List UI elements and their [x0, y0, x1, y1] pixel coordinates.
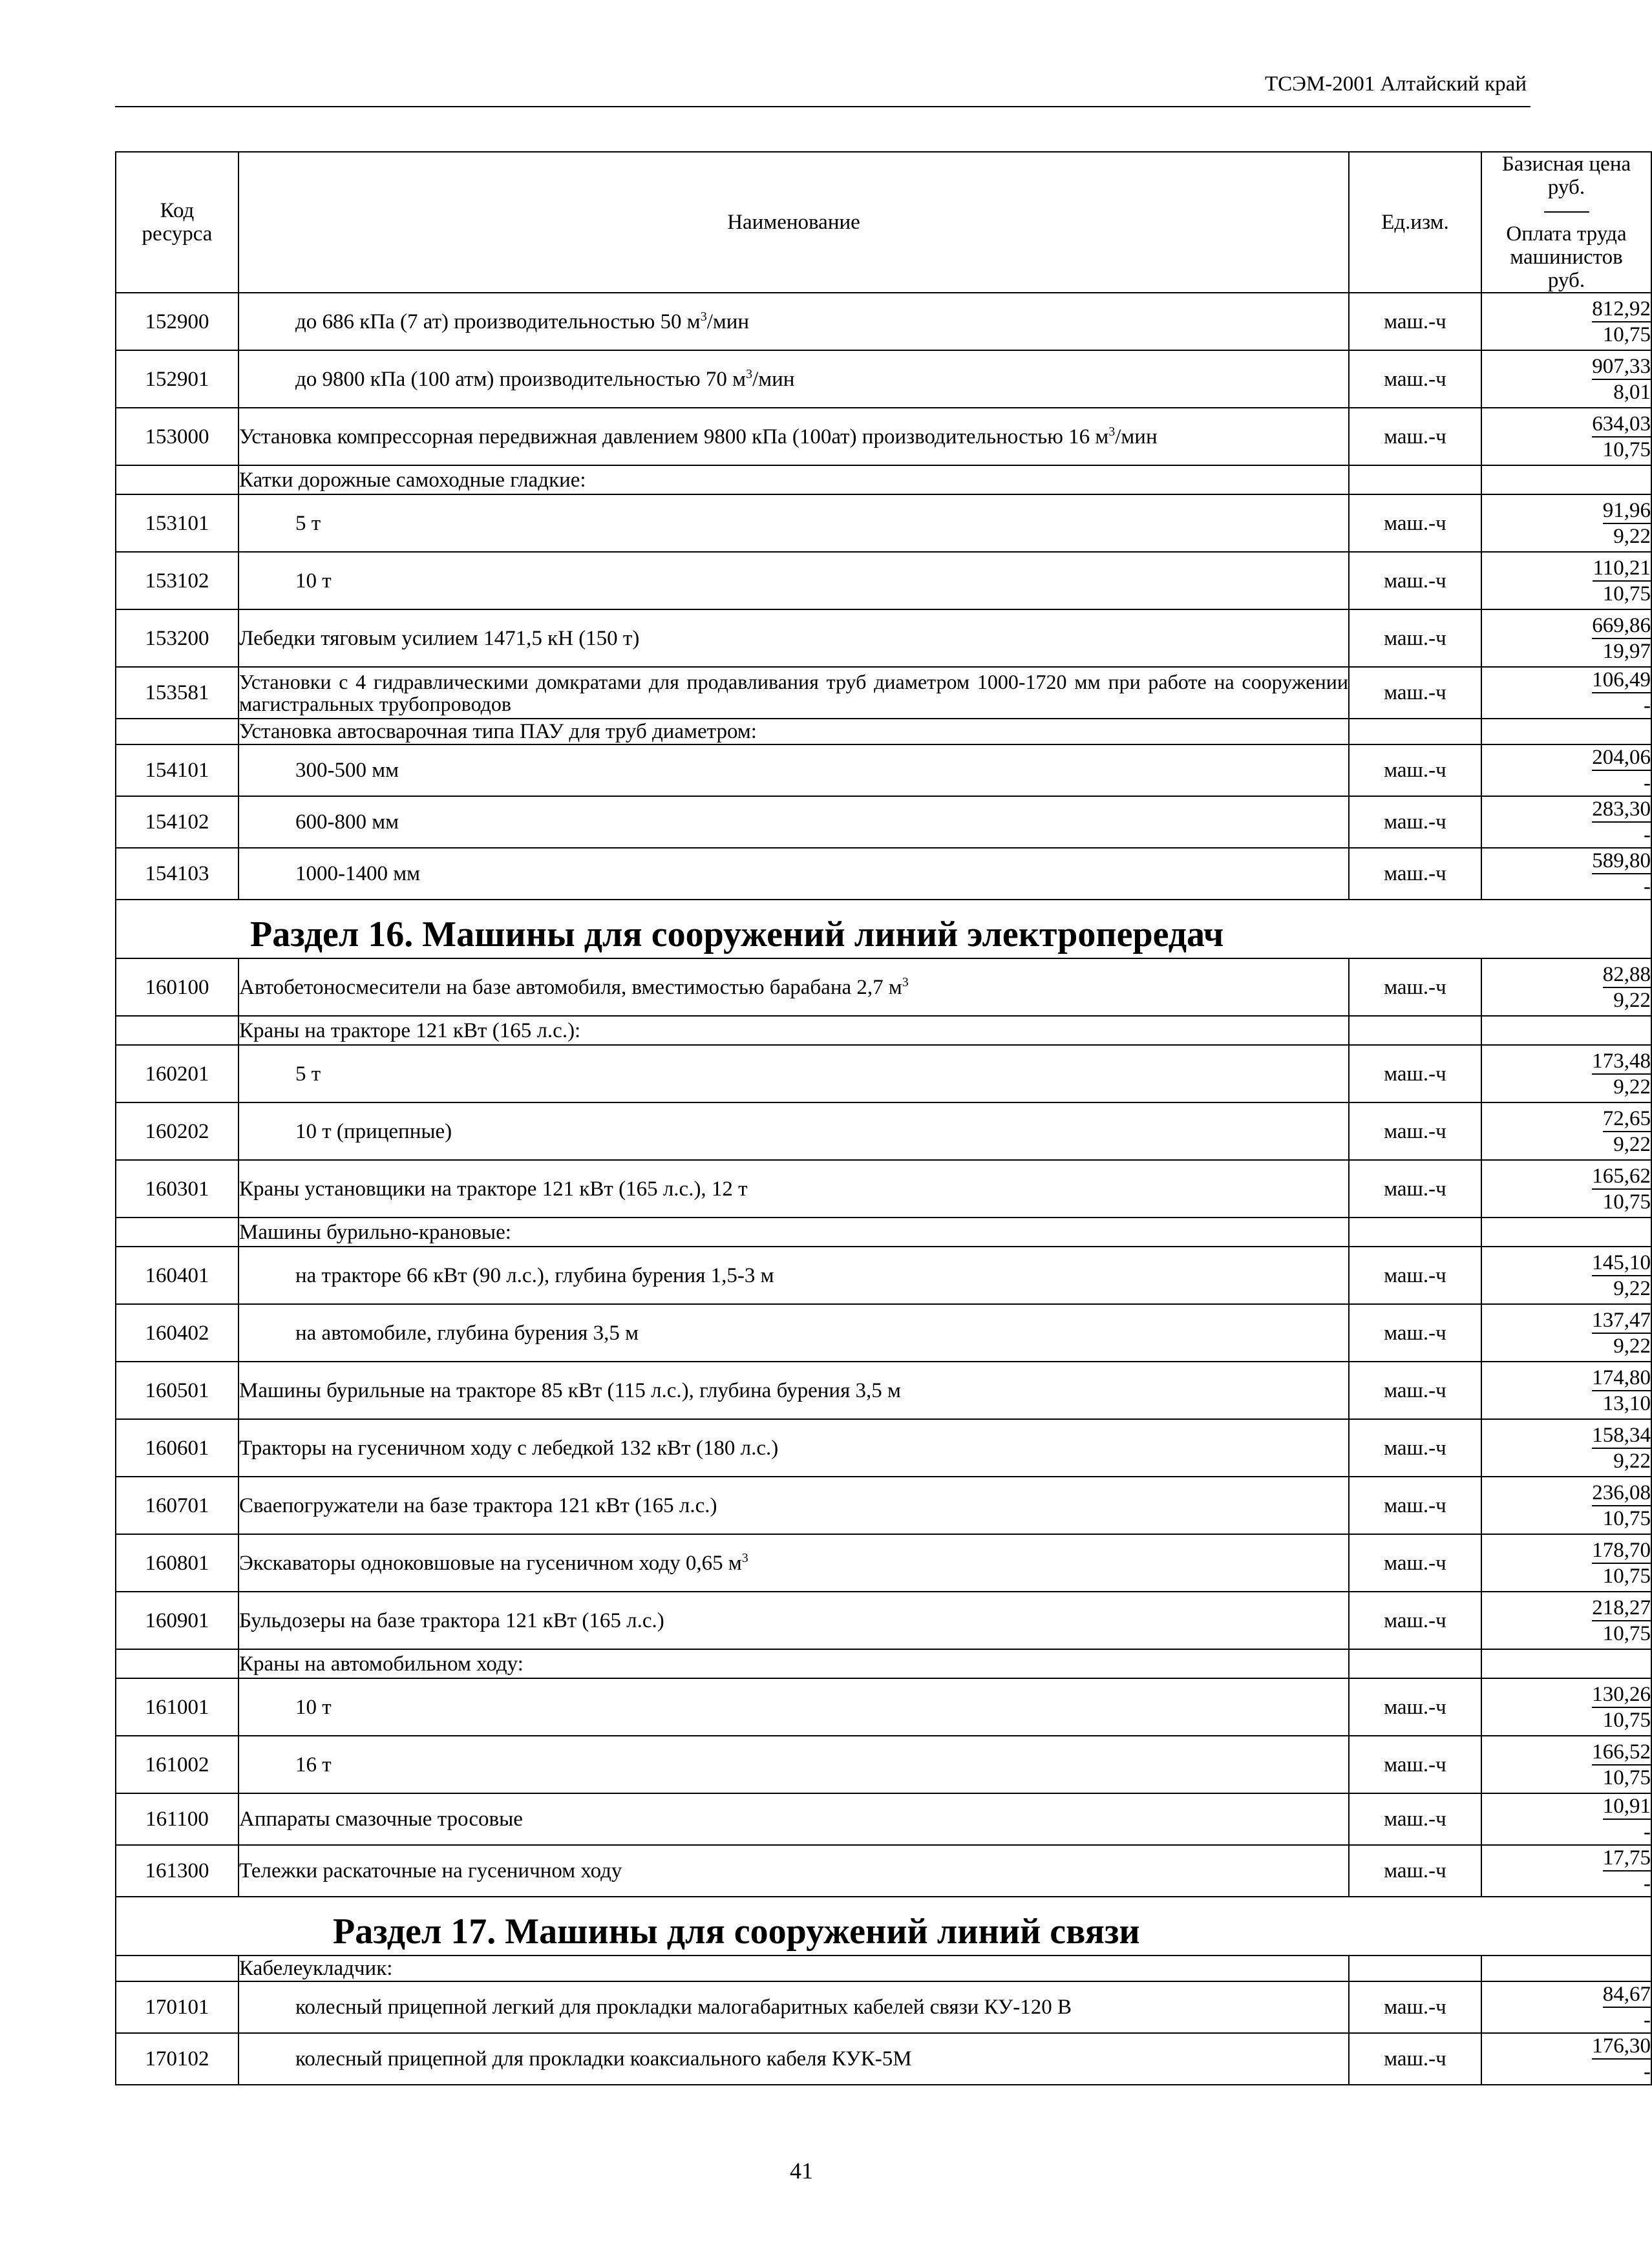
table-row — [116, 350, 1651, 408]
price-cell — [1481, 465, 1651, 494]
operator-wage: - — [1644, 1820, 1651, 1844]
unit-of-measure: маш.-ч — [1349, 1534, 1481, 1592]
price-fraction — [1603, 1794, 1651, 1844]
resource-name-text: 10 т (прицепные) — [295, 1119, 452, 1143]
price-cell — [1481, 1016, 1651, 1045]
table-header-row — [116, 152, 1651, 293]
resource-name — [238, 1362, 1349, 1419]
table-row — [116, 1045, 1651, 1102]
unit-of-measure: маш.-ч — [1349, 494, 1481, 552]
resource-code: 160201 — [116, 1045, 238, 1102]
table-row — [116, 1981, 1651, 2033]
table-row — [116, 1678, 1651, 1736]
table-body — [116, 293, 1651, 2085]
price-cell — [1481, 1102, 1651, 1160]
resource-code: 161001 — [116, 1678, 238, 1736]
resource-name — [238, 408, 1349, 465]
resource-code: 160601 — [116, 1419, 238, 1477]
price-fraction — [1592, 1682, 1651, 1733]
unit-of-measure: маш.-ч — [1349, 1102, 1481, 1160]
resource-name — [238, 848, 1349, 900]
resource-name-text: 5 т — [295, 1062, 321, 1086]
operator-wage: 9,22 — [1613, 1075, 1651, 1099]
unit-of-measure: маш.-ч — [1349, 1793, 1481, 1845]
operator-wage: 10,75 — [1602, 1506, 1651, 1530]
operator-wage: 9,22 — [1613, 988, 1651, 1012]
operator-wage: 9,22 — [1613, 524, 1651, 548]
section-title: Раздел 16. Машины для сооружений линий электропередач — [250, 914, 1224, 954]
unit-of-measure: маш.-ч — [1349, 408, 1481, 465]
col-header-name: Наименование — [238, 152, 1349, 293]
price-cell — [1481, 552, 1651, 609]
resource-name-text: до 686 кПа (7 ат) производительностью 50 $м^3$/мин — [295, 309, 750, 333]
resource-name-text: до 9800 кПа (100 атм) производительностью 70 $м^3$/мин — [295, 366, 795, 391]
price-cell — [1481, 1304, 1651, 1362]
resource-name — [238, 552, 1349, 609]
resource-name — [238, 744, 1349, 796]
resource-name — [238, 1736, 1349, 1793]
base-price: 106,49 — [1592, 668, 1651, 693]
resource-code: 152900 — [116, 293, 238, 350]
resource-name-text: колесный прицепной для прокладки коаксиального кабеля КУК-5М — [295, 2047, 912, 2071]
section-heading-row — [116, 1897, 1651, 1956]
resource-name — [238, 1045, 1349, 1102]
base-price: 204,06 — [1592, 745, 1651, 771]
group-heading-row — [116, 465, 1651, 494]
resource-name — [238, 1477, 1349, 1534]
unit-cell — [1349, 1956, 1481, 1981]
base-price: 158,34 — [1592, 1423, 1651, 1449]
operator-wage: 10,75 — [1602, 582, 1651, 606]
base-price: 669,86 — [1592, 613, 1651, 639]
operator-wage: 10,75 — [1602, 322, 1651, 346]
table-row — [116, 1592, 1651, 1649]
resource-name — [238, 1592, 1349, 1649]
resource-name-text: 10 т — [295, 569, 332, 593]
code-cell — [116, 1016, 238, 1045]
operator-wage: 8,01 — [1613, 380, 1651, 404]
price-fraction — [1603, 1846, 1651, 1896]
base-price: 176,30 — [1592, 2034, 1651, 2060]
resource-name-text: Сваепогружатели на базе трактора 121 кВт (165 л.с.) — [239, 1493, 717, 1517]
operator-wage: 10,75 — [1602, 1190, 1651, 1214]
group-heading: Машины бурильно-крановые: — [238, 1218, 1349, 1247]
price-cell — [1481, 1956, 1651, 1981]
resource-code: 160901 — [116, 1592, 238, 1649]
resource-code: 154101 — [116, 744, 238, 796]
resource-code: 160801 — [116, 1534, 238, 1592]
operator-wage: - — [1644, 1872, 1651, 1895]
resource-name — [238, 1793, 1349, 1845]
table-row — [116, 744, 1651, 796]
table-row — [116, 796, 1651, 848]
resource-code: 153200 — [116, 609, 238, 667]
base-price: 17,75 — [1603, 1846, 1651, 1872]
table-row — [116, 1247, 1651, 1304]
table-row — [116, 848, 1651, 900]
price-fraction — [1603, 1982, 1651, 2032]
price-fraction — [1603, 1106, 1651, 1157]
group-heading-row — [116, 1956, 1651, 1981]
unit-of-measure: маш.-ч — [1349, 1160, 1481, 1218]
code-cell — [116, 1218, 238, 1247]
price-fraction — [1592, 1740, 1651, 1790]
table-row — [116, 1845, 1651, 1897]
base-price: 178,70 — [1592, 1538, 1651, 1564]
price-fraction — [1592, 1423, 1651, 1473]
unit-of-measure: маш.-ч — [1349, 744, 1481, 796]
base-price: 907,33 — [1592, 354, 1651, 380]
price-cell — [1481, 1845, 1651, 1897]
operator-wage: 19,97 — [1602, 639, 1651, 663]
resource-name — [238, 494, 1349, 552]
base-price: 166,52 — [1592, 1740, 1651, 1766]
unit-of-measure: маш.-ч — [1349, 796, 1481, 848]
resource-name — [238, 1247, 1349, 1304]
table-row — [116, 1102, 1651, 1160]
price-fraction — [1592, 668, 1651, 718]
table-row — [116, 494, 1651, 552]
base-price: 91,96 — [1603, 498, 1651, 524]
resource-name-text: Аппараты смазочные тросовые — [239, 1808, 523, 1831]
operator-wage: - — [1644, 823, 1651, 847]
base-price: 10,91 — [1603, 1794, 1651, 1820]
table-row — [116, 1304, 1651, 1362]
resource-name-text: Машины бурильные на тракторе 85 кВт (115 л.с.), глубина бурения 3,5 м — [239, 1378, 901, 1402]
group-heading-row — [116, 1218, 1651, 1247]
operator-wage: 9,22 — [1613, 1334, 1651, 1358]
col-header-price-top: Базисная цена руб. — [1501, 153, 1631, 199]
resource-name-text: 5 т — [295, 511, 321, 535]
resource-code: 160301 — [116, 1160, 238, 1218]
resource-code: 170101 — [116, 1981, 238, 2033]
price-fraction — [1592, 1164, 1651, 1214]
resource-name-text: колесный прицепной легкий для прокладки малогабаритных кабелей связи КУ-120 В — [295, 1996, 1072, 2019]
page-number: 41 — [790, 2158, 813, 2184]
price-cell — [1481, 1592, 1651, 1649]
unit-of-measure: маш.-ч — [1349, 1419, 1481, 1477]
group-heading: Кабелеукладчик: — [238, 1956, 1349, 1981]
header-divider — [1544, 211, 1589, 215]
resource-name — [238, 667, 1349, 719]
resource-name-text: Установка компрессорная передвижная давлением 9800 кПа (100ат) производительностью 16 $м^3$/мин — [239, 424, 1158, 448]
table-row — [116, 958, 1651, 1016]
resource-name-text: Бульдозеры на базе трактора 121 кВт (165 л.с.) — [239, 1608, 664, 1632]
unit-of-measure: маш.-ч — [1349, 1477, 1481, 1534]
resource-name-text: 16 т — [295, 1753, 332, 1777]
price-cell — [1481, 609, 1651, 667]
price-fraction — [1592, 797, 1651, 847]
table-row — [116, 1419, 1651, 1477]
resource-name — [238, 1419, 1349, 1477]
col-header-price-bottom: Оплата труда машинистов руб. — [1506, 222, 1627, 292]
table-row — [116, 609, 1651, 667]
header-title: ТСЭМ-2001 Алтайский край — [1264, 72, 1527, 96]
price-fraction — [1593, 556, 1651, 606]
price-cell — [1481, 293, 1651, 350]
price-fraction — [1592, 1596, 1651, 1646]
price-cell — [1481, 350, 1651, 408]
resource-name — [238, 1304, 1349, 1362]
table-row — [116, 293, 1651, 350]
resource-name-text: на автомобиле, глубина бурения 3,5 м — [295, 1321, 639, 1345]
price-cell — [1481, 1736, 1651, 1793]
unit-cell — [1349, 1649, 1481, 1678]
code-cell — [116, 1956, 238, 1981]
base-price: 283,30 — [1592, 797, 1651, 823]
unit-cell — [1349, 1016, 1481, 1045]
table-row — [116, 1534, 1651, 1592]
unit-of-measure: маш.-ч — [1349, 1981, 1481, 2033]
table-row — [116, 552, 1651, 609]
code-cell — [116, 719, 238, 744]
resource-name-text: на тракторе 66 кВт (90 л.с.), глубина бурения 1,5-3 м — [295, 1263, 774, 1287]
price-cell — [1481, 1218, 1651, 1247]
resource-name — [238, 609, 1349, 667]
resource-code: 153000 — [116, 408, 238, 465]
table-row — [116, 667, 1651, 719]
price-fraction — [1592, 745, 1651, 796]
unit-of-measure: маш.-ч — [1349, 848, 1481, 900]
resource-name — [238, 293, 1349, 350]
price-fraction — [1592, 412, 1651, 462]
group-heading-row — [116, 719, 1651, 744]
resource-name — [238, 1845, 1349, 1897]
resource-name — [238, 958, 1349, 1016]
price-fraction — [1592, 849, 1651, 899]
price-fraction — [1592, 1308, 1651, 1358]
price-cell — [1481, 1534, 1651, 1592]
table-row — [116, 2033, 1651, 2085]
resource-code: 153102 — [116, 552, 238, 609]
unit-of-measure: маш.-ч — [1349, 1362, 1481, 1419]
section-title: Раздел 17. Машины для сооружений линий связи — [333, 1911, 1140, 1952]
unit-of-measure: маш.-ч — [1349, 293, 1481, 350]
resource-name-text: Экскаваторы одноковшовые на гусеничном ходу 0,65 $м^3$ — [239, 1550, 748, 1575]
unit-of-measure: маш.-ч — [1349, 958, 1481, 1016]
price-cell — [1481, 1678, 1651, 1736]
group-heading: Краны на тракторе 121 кВт (165 л.с.): — [238, 1016, 1349, 1045]
price-fraction — [1592, 1481, 1651, 1531]
table-row — [116, 1477, 1651, 1534]
unit-of-measure: маш.-ч — [1349, 350, 1481, 408]
operator-wage: 10,75 — [1602, 1564, 1651, 1588]
table-row — [116, 1736, 1651, 1793]
unit-of-measure: маш.-ч — [1349, 1247, 1481, 1304]
resource-code: 161100 — [116, 1793, 238, 1845]
price-cell — [1481, 744, 1651, 796]
code-cell — [116, 1649, 238, 1678]
price-cell — [1481, 1247, 1651, 1304]
unit-of-measure: маш.-ч — [1349, 552, 1481, 609]
price-fraction — [1592, 1049, 1651, 1099]
unit-cell — [1349, 1218, 1481, 1247]
price-cell — [1481, 2033, 1651, 2085]
price-cell — [1481, 719, 1651, 744]
resource-code: 154102 — [116, 796, 238, 848]
operator-wage: 9,22 — [1613, 1132, 1651, 1156]
base-price: 589,80 — [1592, 849, 1651, 874]
resource-name — [238, 1981, 1349, 2033]
resource-name-text: 600-800 мм — [295, 810, 399, 834]
price-cell — [1481, 1045, 1651, 1102]
base-price: 174,80 — [1592, 1365, 1651, 1391]
price-cell — [1481, 494, 1651, 552]
unit-of-measure: маш.-ч — [1349, 667, 1481, 719]
resource-code: 153581 — [116, 667, 238, 719]
price-cell — [1481, 408, 1651, 465]
resource-code: 160701 — [116, 1477, 238, 1534]
base-price: 84,67 — [1603, 1982, 1651, 2008]
group-heading: Краны на автомобильном ходу: — [238, 1649, 1349, 1678]
col-header-code: Код ресурса — [116, 152, 238, 293]
operator-wage: 9,22 — [1613, 1276, 1651, 1300]
price-fraction — [1592, 1538, 1651, 1588]
resource-name — [238, 796, 1349, 848]
operator-wage: - — [1644, 694, 1651, 717]
unit-cell — [1349, 719, 1481, 744]
unit-cell — [1349, 465, 1481, 494]
operator-wage: 13,10 — [1602, 1391, 1651, 1415]
price-cell — [1481, 667, 1651, 719]
resource-name — [238, 1160, 1349, 1218]
price-cell — [1481, 1981, 1651, 2033]
price-cell — [1481, 1649, 1651, 1678]
group-heading-row — [116, 1016, 1651, 1045]
resource-code: 160401 — [116, 1247, 238, 1304]
price-cell — [1481, 958, 1651, 1016]
resource-code: 161002 — [116, 1736, 238, 1793]
table-row — [116, 1793, 1651, 1845]
resource-name-text: Лебедки тяговым усилием 1471,5 кН (150 т) — [239, 626, 640, 650]
unit-of-measure: маш.-ч — [1349, 609, 1481, 667]
base-price: 236,08 — [1592, 1481, 1651, 1506]
page-header — [115, 72, 1530, 107]
table-row — [116, 1362, 1651, 1419]
resource-table — [115, 151, 1652, 2085]
operator-wage: - — [1644, 772, 1651, 795]
price-cell — [1481, 796, 1651, 848]
resource-code: 170102 — [116, 2033, 238, 2085]
section-heading-row — [116, 900, 1651, 958]
operator-wage: 10,75 — [1602, 1766, 1651, 1789]
operator-wage: 10,75 — [1602, 1621, 1651, 1645]
resource-code: 160402 — [116, 1304, 238, 1362]
price-cell — [1481, 1160, 1651, 1218]
price-fraction — [1592, 1365, 1651, 1416]
unit-of-measure: маш.-ч — [1349, 1678, 1481, 1736]
resource-code: 154103 — [116, 848, 238, 900]
resource-code: 160501 — [116, 1362, 238, 1419]
price-cell — [1481, 1362, 1651, 1419]
resource-name-text: 1000-1400 мм — [295, 862, 421, 885]
price-fraction — [1592, 1250, 1651, 1301]
resource-code: 160100 — [116, 958, 238, 1016]
price-fraction — [1592, 297, 1651, 347]
col-header-unit: Ед.изм. — [1349, 152, 1481, 293]
base-price: 137,47 — [1592, 1308, 1651, 1334]
resource-name-text: 300-500 мм — [295, 759, 399, 782]
resource-name — [238, 1102, 1349, 1160]
unit-of-measure: маш.-ч — [1349, 1845, 1481, 1897]
code-cell — [116, 465, 238, 494]
operator-wage: 10,75 — [1602, 1708, 1651, 1732]
unit-of-measure: маш.-ч — [1349, 1592, 1481, 1649]
price-fraction — [1592, 354, 1651, 405]
price-cell — [1481, 1419, 1651, 1477]
price-fraction — [1603, 962, 1651, 1013]
resource-code: 161300 — [116, 1845, 238, 1897]
resource-name — [238, 1678, 1349, 1736]
resource-name-text: Автобетоносмесители на базе автомобиля, вместимостью барабана 2,7 $м^3$ — [239, 975, 909, 999]
group-heading: Катки дорожные самоходные гладкие: — [238, 465, 1349, 494]
group-heading: Установка автосварочная типа ПАУ для труб диаметром: — [238, 719, 1349, 744]
unit-of-measure: маш.-ч — [1349, 1736, 1481, 1793]
resource-name-text: Тележки раскаточные на гусеничном ходу — [239, 1859, 622, 1882]
base-price: 145,10 — [1592, 1250, 1651, 1276]
resource-name — [238, 350, 1349, 408]
table-row — [116, 408, 1651, 465]
base-price: 173,48 — [1592, 1049, 1651, 1075]
resource-name-text: Установки с 4 гидравлическими домкратами для продавливания труб диаметром 1000-1720 мм при работе на сооружении магистральных трубопроводов — [239, 670, 1348, 715]
base-price: 130,26 — [1592, 1682, 1651, 1708]
resource-code: 160202 — [116, 1102, 238, 1160]
price-fraction — [1603, 498, 1651, 549]
resource-code: 152901 — [116, 350, 238, 408]
price-cell — [1481, 848, 1651, 900]
table-row — [116, 1160, 1651, 1218]
operator-wage: - — [1644, 875, 1651, 898]
base-price: 82,88 — [1603, 962, 1651, 988]
unit-of-measure: маш.-ч — [1349, 1045, 1481, 1102]
price-cell — [1481, 1793, 1651, 1845]
resource-code: 153101 — [116, 494, 238, 552]
group-heading-row — [116, 1649, 1651, 1678]
resource-name-text: Тракторы на гусеничном ходу с лебедкой 132 кВт (180 л.с.) — [239, 1436, 779, 1460]
unit-of-measure: маш.-ч — [1349, 2033, 1481, 2085]
price-cell — [1481, 1477, 1651, 1534]
price-fraction — [1592, 2034, 1651, 2084]
price-fraction — [1592, 613, 1651, 664]
resource-name — [238, 1534, 1349, 1592]
resource-name-text: Краны установщики на тракторе 121 кВт (165 л.с.), 12 т — [239, 1177, 748, 1201]
unit-of-measure: маш.-ч — [1349, 1304, 1481, 1362]
operator-wage: - — [1644, 2060, 1651, 2083]
resource-name — [238, 2033, 1349, 2085]
operator-wage: 10,75 — [1602, 438, 1651, 461]
base-price: 812,92 — [1592, 297, 1651, 322]
base-price: 72,65 — [1603, 1106, 1651, 1132]
base-price: 634,03 — [1592, 412, 1651, 438]
base-price: 165,62 — [1592, 1164, 1651, 1190]
col-header-price — [1481, 152, 1651, 293]
operator-wage: 9,22 — [1613, 1449, 1651, 1473]
operator-wage: - — [1644, 2009, 1651, 2032]
base-price: 218,27 — [1592, 1596, 1651, 1621]
resource-name-text: 10 т — [295, 1695, 332, 1719]
base-price: 110,21 — [1593, 556, 1651, 582]
